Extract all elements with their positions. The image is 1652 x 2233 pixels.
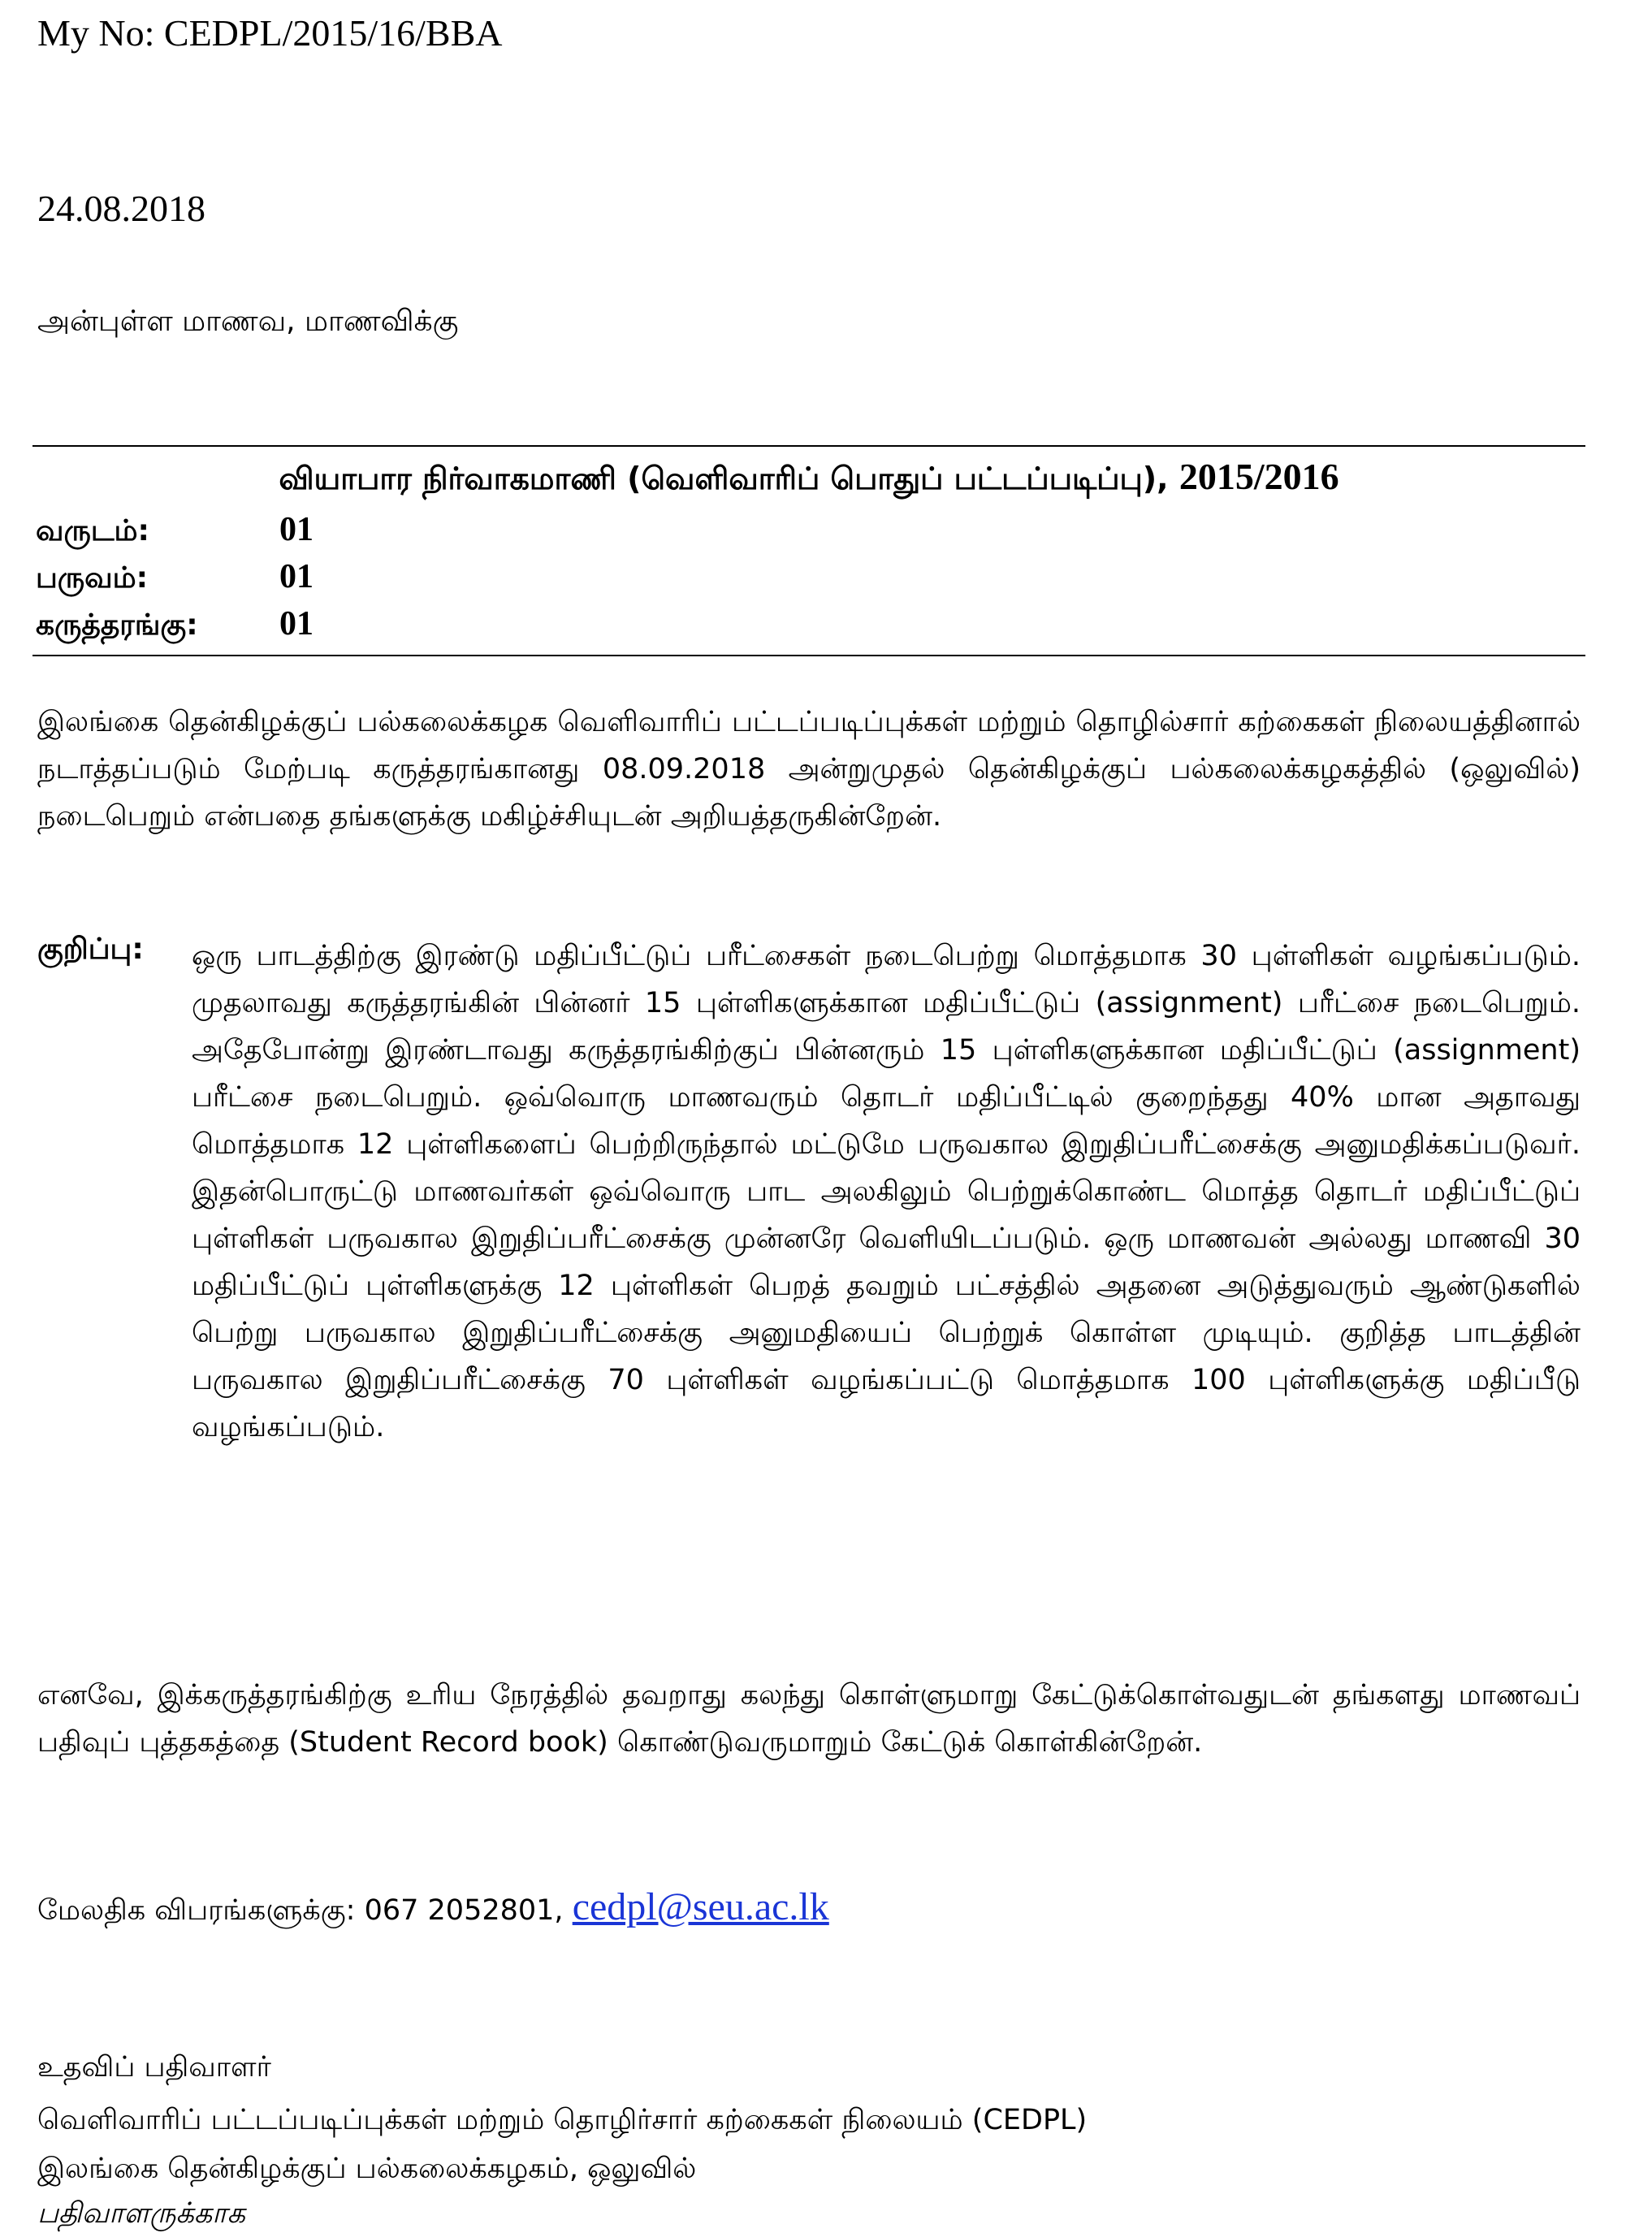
closing-paragraph: எனவே, இக்கருத்தரங்கிற்கு உரிய நேரத்தில் தவறாது கலந்து கொள்ளுமாறு கேட்டுக்கொள்வதுடன் தங்களது மாணவப் பதிவுப் புத்தகத்தை (Student Record book) கொண்டுவருமாறும் கேட்டுக் கொள்கின்றேன்.: [37, 1679, 1581, 1759]
meta-label: பருவம்:: [36, 561, 148, 595]
meta-row-semester: [36, 557, 314, 599]
course-year: 2015/2016: [1178, 456, 1339, 497]
meta-value: 01: [279, 558, 314, 595]
signature-title: உதவிப் பதிவாளர்: [37, 2051, 271, 2084]
meta-value: 01: [279, 511, 314, 548]
note-paragraph: ஒரு பாடத்திற்கு இரண்டு மதிப்பீட்டுப் பரீட்சைகள் நடைபெற்று மொத்தமாக 30 புள்ளிகள் வழங்கப்படும். முதலாவது கருத்தரங்கின் பின்னர் 15 புள்ளிகளுக்கான மதிப்பீட்டுப் (assignment) பரீட்சை நடைபெறும். அதேபோன்று இரண்டாவது கருத்தரங்கிற்குப் பின்னரும் 15 புள்ளிகளுக்கான மதிப்பீட்டுப் (assignment) பரீட்சை நடைபெறும். ஒவ்வொரு மாணவரும் தொடர் மதிப்பீட்டில் குறைந்தது 40% மான அதாவது மொத்தமாக 12 புள்ளிகளைப் பெற்றிருந்தால் மட்டுமே பருவகால இறுதிப்பரீட்சைக்கு அனுமதிக்கப்படுவர். இதன்பொருட்டு மாணவர்கள் ஒவ்வொரு பாட அலகிலும் பெற்றுக்கொண்ட மொத்த தொடர் மதிப்பீட்டுப் புள்ளிகள் பருவகால இறுதிப்பரீட்சைக்கு முன்னரே வெளியிடப்படும். ஒரு மாணவன் அல்லது மாணவி 30 மதிப்பீட்டுப் புள்ளிகளுக்கு 12 புள்ளிகள் பெறத் தவறும் பட்சத்தில் அதனை அடுத்துவரும் ஆண்டுகளில் பெற்று பருவகால இறுதிப்பரீட்சைக்கு அனுமதியைப் பெற்றுக் கொள்ள முடியும். குறித்த பாடத்தின் பருவகால இறுதிப்பரீட்சைக்கு 70 புள்ளிகள் வழங்கப்பட்டு மொத்தமாக 100 புள்ளிகளுக்கு மதிப்பீடு வழங்கப்படும்.: [192, 940, 1581, 1443]
meta-row-year: [36, 510, 314, 552]
signature-university: இலங்கை தென்கிழக்குப் பல்கலைக்கழகம், ஒலுவில்: [37, 2153, 697, 2185]
contact-prefix: மேலதிக விபரங்களுக்கு: 067 2052801,: [37, 1894, 564, 1927]
signature-for-registrar: பதிவாளருக்காக: [37, 2197, 245, 2230]
contact-line: [37, 1885, 829, 1930]
course-info-box: [32, 445, 1585, 656]
intro-paragraph: இலங்கை தென்கிழக்குப் பல்கலைக்கழக வெளிவாரிப் பட்டப்படிப்புக்கள் மற்றும் தொழில்சார் கற்கைகள் நிலையத்தினால் நடாத்தப்படும் மேற்படி கருத்தரங்கானது 08.09.2018 அன்றுமுதல் தென்கிழக்குப் பல்கலைக்கழகத்தில் (ஒலுவில்) நடைபெறும் என்பதை தங்களுக்கு மகிழ்ச்சியுடன் அறியத்தருகின்றேன்.: [37, 706, 1581, 833]
salutation: அன்புள்ள மாணவ, மாணவிக்கு: [37, 305, 459, 338]
meta-label: கருத்தரங்கு:: [36, 608, 198, 642]
letter-date: 24.08.2018: [37, 188, 205, 229]
meta-value: 01: [279, 605, 314, 643]
course-title: [32, 455, 1585, 501]
meta-row-seminar: [36, 604, 314, 646]
note-label: குறிப்பு:: [37, 933, 144, 966]
reference-number: My No: CEDPL/2015/16/BBA: [37, 12, 503, 54]
email-link[interactable]: cedpl@seu.ac.lk: [572, 1885, 829, 1928]
signature-department: வெளிவாரிப் பட்டப்படிப்புக்கள் மற்றும் தொழிர்சார் கற்கைகள் நிலையம் (CEDPL): [37, 2104, 1088, 2136]
course-title-text: வியாபார நிர்வாகமாணி (வெளிவாரிப் பொதுப் பட்டப்படிப்பு),: [279, 461, 1169, 496]
meta-label: வருடம்:: [36, 514, 149, 547]
